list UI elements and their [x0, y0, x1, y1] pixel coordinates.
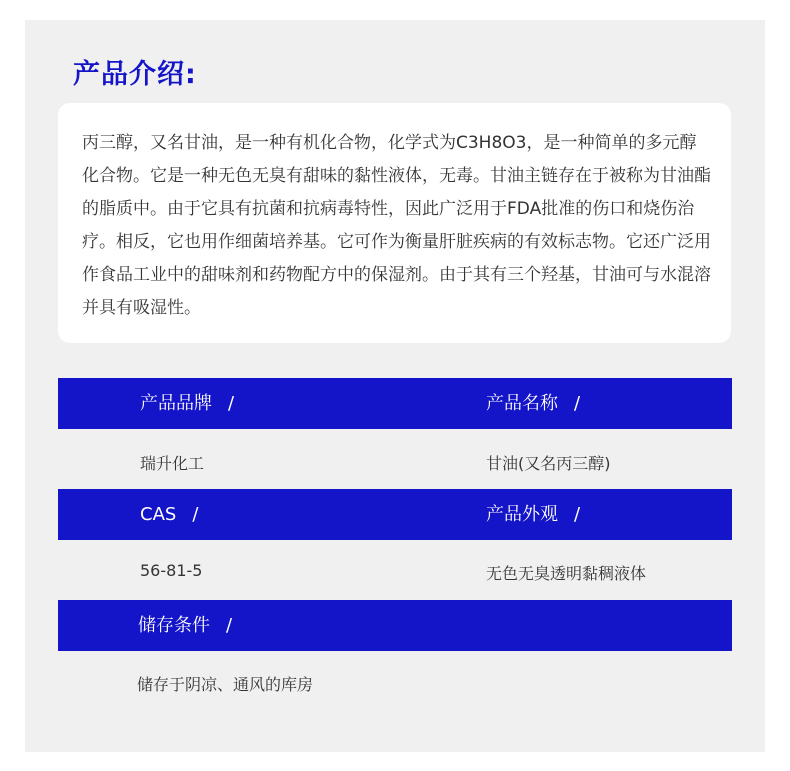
- spec-header-row-brand-name: [58, 378, 732, 429]
- spec-header-row-cas-appearance: [58, 489, 732, 540]
- intro-card: [58, 103, 731, 343]
- spec-value-product-name: 甘油(又名丙三醇): [486, 454, 611, 473]
- separator-slash: /: [192, 504, 199, 525]
- spec-value-storage: 储存于阴凉、通风的库房: [137, 675, 314, 694]
- spec-value-appearance: 无色无臭透明黏稠液体: [486, 564, 647, 583]
- spec-value-cas: 56-81-5: [140, 561, 203, 580]
- spec-label-product-name: 产品名称: [486, 393, 558, 414]
- spec-value-brand: 瑞升化工: [140, 454, 205, 473]
- spec-header-brand: [140, 378, 234, 429]
- spec-header-product-name: [486, 378, 580, 429]
- spec-header-row-storage: [58, 600, 732, 651]
- spec-header-appearance: [486, 489, 580, 540]
- spec-label-appearance: 产品外观: [486, 504, 558, 525]
- spec-label-storage: 储存条件: [138, 615, 210, 636]
- separator-slash: /: [228, 393, 235, 414]
- separator-slash: /: [574, 393, 581, 414]
- spec-header-storage: [138, 600, 232, 651]
- separator-slash: /: [226, 615, 233, 636]
- spec-header-cas: [140, 489, 198, 540]
- separator-slash: /: [574, 504, 581, 525]
- section-title: 产品介绍:: [73, 59, 197, 90]
- spec-label-brand: 产品品牌: [140, 393, 212, 414]
- intro-paragraph: 丙三醇，又名甘油，是一种有机化合物，化学式为C3H8O3，是一种简单的多元醇化合物。它是一种无色无臭有甜味的黏性液体，无毒。甘油主链存在于被称为甘油酯的脂质中。由于它具有抗菌和抗病毒特性，因此广泛用于FDA批准的伤口和烧伤治疗。相反，它也用作细菌培养基。它可作为衡量肝脏疾病的有效标志物。它还广泛用作食品工业中的甜味剂和药物配方中的保湿剂。由于其有三个羟基，甘油可与水混溶并具有吸湿性。: [82, 133, 711, 318]
- spec-label-cas: CAS: [140, 504, 177, 525]
